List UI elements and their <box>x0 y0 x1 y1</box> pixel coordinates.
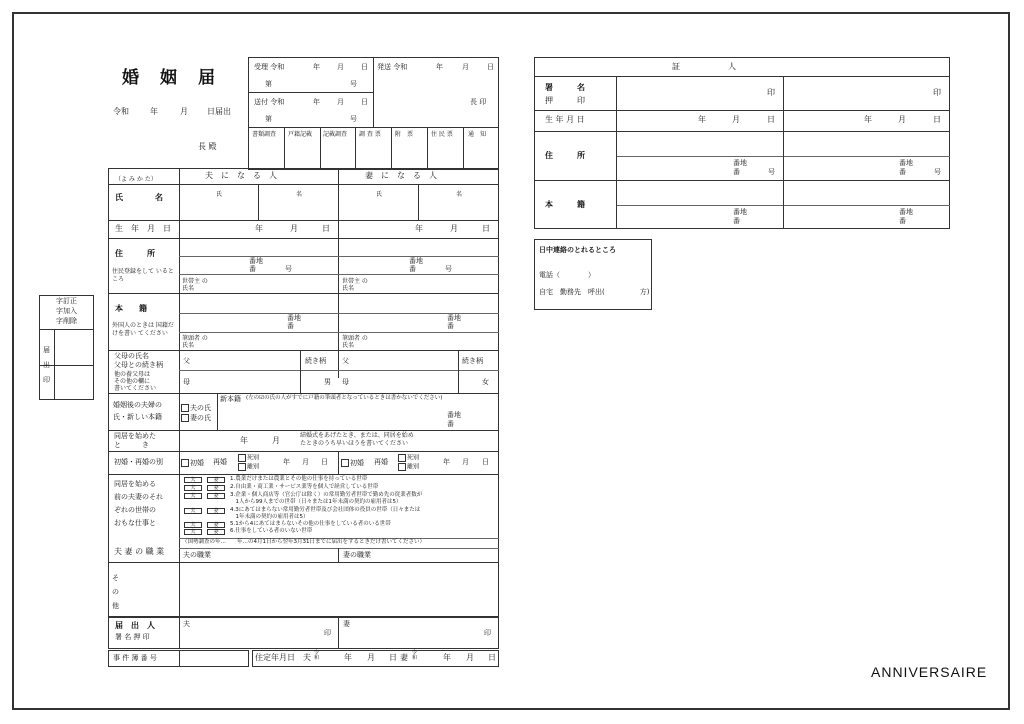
res-husband: 夫 <box>303 653 311 662</box>
h-hittousha: 筆頭者 の氏名 <box>182 335 208 349</box>
signer-wife-seal: 印 <box>484 629 491 637</box>
res-h-year: 年 <box>344 653 352 662</box>
chief-seal: 長 印 <box>470 98 487 106</box>
sent-day: 日 <box>361 98 368 106</box>
era-label: 令和 <box>113 107 129 116</box>
census-note: （国勢調査の年… 年…の4月1日から翌年3月31日までに届出をするときだけ書いてください） <box>182 539 425 545</box>
h-shibetsu[interactable] <box>238 454 259 462</box>
work-4-w[interactable]: 妻 <box>207 508 225 514</box>
h-householder: 世帯主 の氏名 <box>182 278 208 292</box>
w2-addr-gou: 号 <box>934 168 941 176</box>
signer-wife: 妻 <box>343 620 350 628</box>
w-honseki-ban: 番 <box>447 322 454 330</box>
w2-honseki-banchi: 番地 <box>899 208 913 216</box>
work-option-3: 3.企業・個人商店等（官公庁は除く）の常用勤労者世帯で勤め先の従業者数が <box>230 492 423 498</box>
w1-addr-banchi: 番地 <box>733 159 747 167</box>
h-honseki-ban: 番 <box>287 322 294 330</box>
signer-husband-seal: 印 <box>324 629 331 637</box>
husband-occupation: 夫の職業 <box>183 551 211 559</box>
h-kind-day: 日 <box>321 458 328 466</box>
sent-go: 号 <box>350 115 357 123</box>
work-option-4b: 1年未満の契約の雇用者は5） <box>230 514 309 520</box>
received-no: 第 <box>265 80 272 88</box>
case-label: 事 件 簿 番 号 <box>113 654 157 662</box>
sent-no: 第 <box>265 115 272 123</box>
new-honseki-ban: 番 <box>447 420 454 428</box>
new-honseki-banchi: 番地 <box>447 411 461 419</box>
work-option-6: 6.仕事をしている者のいない世帯 <box>230 528 313 534</box>
w1-birth-day: 日 <box>767 115 775 124</box>
w-shibetsu[interactable] <box>398 454 419 462</box>
w-shibetsu-text: 死別 <box>407 454 420 462</box>
h-kind-year: 年 <box>283 458 290 466</box>
h-shibetsu-text: 死別 <box>247 454 260 462</box>
correction-label-3: 字削除 <box>56 317 77 325</box>
w-birth-day: 日 <box>482 224 490 233</box>
wife-given-hint: 名 <box>456 191 463 198</box>
h-relation: 続き柄 <box>305 357 326 365</box>
w1-addr-gou: 号 <box>768 168 775 176</box>
honseki-note: 外国人のときは 国籍だけを書い てください <box>112 322 174 337</box>
w-father: 父 <box>342 357 349 365</box>
issued-month: 月 <box>462 63 469 71</box>
w-honseki-banchi: 番地 <box>447 314 461 322</box>
work-5-h[interactable]: 夫 <box>184 522 202 528</box>
res-wife: 妻 <box>400 653 408 662</box>
res-w-day: 日 <box>488 653 496 662</box>
work-2-h[interactable]: 夫 <box>184 485 202 491</box>
signer-label-2: 署 名 押 印 <box>115 633 150 641</box>
res-h-reiwa: 令和 <box>314 650 320 661</box>
h-addr-gou: 号 <box>285 265 292 273</box>
res-w-year: 年 <box>443 653 451 662</box>
birth-row-label: 生 年 月 日 <box>115 224 171 233</box>
w1-birth-year: 年 <box>698 115 706 124</box>
h-first-marriage[interactable] <box>181 459 204 467</box>
w-ribetsu[interactable] <box>398 463 419 471</box>
w-birth-month: 月 <box>450 224 458 233</box>
work-1-h[interactable]: 夫 <box>184 477 202 483</box>
w-first-marriage[interactable] <box>341 459 364 467</box>
res-w-reiwa: 令和 <box>412 650 418 661</box>
res-h-day: 日 <box>389 653 397 662</box>
w-kind-month: 月 <box>462 458 469 466</box>
sent-year: 年 <box>313 98 320 106</box>
h-remarriage: 再婚 <box>213 458 227 466</box>
h-addr-ban: 番 <box>249 265 256 273</box>
w-relation: 続き柄 <box>462 357 483 365</box>
w1-birth-month: 月 <box>732 115 740 124</box>
w1-honseki-ban: 番 <box>733 217 740 225</box>
name-row-label: 氏 名 <box>115 193 163 202</box>
res-w-month: 月 <box>466 653 474 662</box>
w2-addr-banchi: 番地 <box>899 159 913 167</box>
cohab-label-2: と き <box>114 441 149 449</box>
work-option-5: 5.1から4にあてはまらないその他の仕事をしている者のいる世帯 <box>230 521 391 527</box>
check-col-6: 住 民 票 <box>431 131 453 138</box>
contact-phone: 電話（ ） <box>539 271 595 279</box>
correction-label-2: 字加入 <box>56 307 77 315</box>
w-hittousha: 筆頭者 の氏名 <box>342 335 368 349</box>
w-addr-gou: 号 <box>445 265 452 273</box>
cohab-note-1: 結婚式をあげたとき、または、同居を始め <box>300 432 414 439</box>
witness-signature-label: 署 名 <box>545 83 585 92</box>
work-6-w[interactable]: 妻 <box>207 529 225 535</box>
issued-day: 日 <box>487 63 494 71</box>
h-honseki-banchi: 番地 <box>287 314 301 322</box>
w-addr-ban: 番 <box>409 265 416 273</box>
witness2-seal: 印 <box>933 88 941 97</box>
h-mother: 母 <box>183 378 190 386</box>
brand-logo: ANNIVERSAIRE <box>871 664 988 680</box>
check-col-4: 調 査 票 <box>359 131 381 138</box>
sent-label: 送付 令和 <box>254 98 285 106</box>
check-col-5: 附 票 <box>395 131 414 138</box>
sent-month: 月 <box>337 98 344 106</box>
received-year: 年 <box>313 63 320 71</box>
w-householder: 世帯主 の氏名 <box>342 278 368 292</box>
work-3-h[interactable]: 夫 <box>184 493 202 499</box>
residence-date-label: 住定年月日 <box>255 653 295 662</box>
year-label: 年 <box>150 107 158 116</box>
parents-label-4: その他の欄に <box>114 378 151 385</box>
husband-surname-text: 夫の氏 <box>190 404 211 412</box>
work-option-3b: 1人から99人までの世帯（日々または1年未満の契約の雇用者は5） <box>230 499 402 505</box>
work-1-w[interactable]: 妻 <box>207 477 225 483</box>
witness-honseki-label: 本 籍 <box>545 200 585 209</box>
h-kind-month: 月 <box>302 458 309 466</box>
w2-birth-day: 日 <box>933 115 941 124</box>
work-4-h[interactable]: 夫 <box>184 508 202 514</box>
addressee: 長 殿 <box>198 142 217 151</box>
witness1-seal: 印 <box>767 88 775 97</box>
check-col-7: 通 知 <box>468 131 487 138</box>
w-kind-day: 日 <box>482 458 489 466</box>
honseki-row-label: 本 籍 <box>115 304 147 313</box>
address-row-label: 住 所 <box>115 249 155 258</box>
wife-surname-text: 妻の氏 <box>190 414 211 422</box>
work-5-w[interactable]: 妻 <box>207 522 225 528</box>
w-ribetsu-text: 離別 <box>407 463 420 471</box>
wife-surname-option[interactable] <box>181 414 211 422</box>
h-birth-year: 年 <box>255 224 263 233</box>
witness-birth-label: 生 年 月 日 <box>545 115 585 124</box>
h-ribetsu-text: 離別 <box>247 463 260 471</box>
w-remarriage: 再婚 <box>374 458 388 466</box>
received-label: 受理 令和 <box>254 63 285 71</box>
work-label-1: 同居を始める <box>114 480 156 488</box>
work-option-4: 4.3にあてはまらない常用勤労者世帯及び会社団体の役員の世帯（日々または <box>230 507 421 513</box>
contact-where: 自宅 勤務先 呼出( 方) <box>539 288 650 296</box>
w2-birth-year: 年 <box>864 115 872 124</box>
wife-surname-hint: 氏 <box>376 191 383 198</box>
signer-husband: 夫 <box>183 620 190 628</box>
parents-label-1: 父母の氏名 <box>114 352 149 360</box>
husband-column-header: 夫 に な る 人 <box>205 171 277 180</box>
h-ribetsu[interactable] <box>238 463 259 471</box>
w2-addr-ban: 番 <box>899 168 906 176</box>
other-label: そ の 他 <box>112 574 126 610</box>
issued-year: 年 <box>436 63 443 71</box>
witness-seal-label: 押 印 <box>545 96 585 105</box>
received-go: 号 <box>350 80 357 88</box>
cohab-label-1: 同居を始めた <box>114 432 156 440</box>
h-first-text: 初婚 <box>190 459 204 467</box>
w-first-text: 初婚 <box>350 459 364 467</box>
w-addr-banchi: 番地 <box>409 257 423 265</box>
w1-honseki-banchi: 番地 <box>733 208 747 216</box>
todoke-in-label: 届 出 印 <box>43 346 57 384</box>
parents-label-3: 他の養父母は <box>114 371 151 378</box>
day-label: 日届出 <box>207 107 231 116</box>
w2-honseki-ban: 番 <box>899 217 906 225</box>
w-birth-year: 年 <box>415 224 423 233</box>
h-son: 男 <box>324 378 331 386</box>
work-option-1: 1.農業だけまたは農業とその他の仕事を持っている世帯 <box>230 476 368 482</box>
wife-column-header: 妻 に な る 人 <box>365 171 437 180</box>
w-kind-year: 年 <box>443 458 450 466</box>
parents-label-2: 父母との続き柄 <box>114 361 163 369</box>
received-month: 月 <box>337 63 344 71</box>
signer-row <box>108 617 499 649</box>
new-family-label-1: 婚姻後の夫婦の <box>113 401 162 409</box>
work-label-3: ぞれの世帯の <box>114 506 156 514</box>
contact-title: 日中連絡のとれるところ <box>539 246 616 254</box>
signer-label-1: 届 出 人 <box>115 621 155 630</box>
h-birth-day: 日 <box>322 224 330 233</box>
work-6-h[interactable]: 夫 <box>184 529 202 535</box>
h-addr-banchi: 番地 <box>249 257 263 265</box>
h-birth-month: 月 <box>290 224 298 233</box>
w2-birth-month: 月 <box>898 115 906 124</box>
parents-label-5: 書いてください <box>114 385 157 392</box>
work-label-2: 前の夫妻のそれ <box>114 493 163 501</box>
address-note: 住民登録をして いるところ <box>112 268 174 283</box>
w1-addr-ban: 番 <box>733 168 740 176</box>
correction-label-1: 字訂正 <box>56 297 77 305</box>
occupation-label: 夫 妻 の 職 業 <box>114 547 165 556</box>
new-honseki-label: 新本籍 <box>220 395 241 403</box>
husband-given-hint: 名 <box>296 191 303 198</box>
received-day: 日 <box>361 63 368 71</box>
witness-address-label: 住 所 <box>545 151 585 160</box>
husband-surname-option[interactable] <box>181 404 211 412</box>
work-option-2: 2.自由業・商工業・サービス業等を個人で経営している世帯 <box>230 484 379 490</box>
cohab-year: 年 <box>240 436 248 445</box>
work-2-w[interactable]: 妻 <box>207 485 225 491</box>
witness-title: 証 人 <box>672 62 736 71</box>
check-col-1: 書類調査 <box>252 131 277 138</box>
new-family-label-2: 氏・新しい本籍 <box>113 413 162 421</box>
cohab-note-2: たときのうち早いほうを書いてください <box>300 440 409 447</box>
work-3-w[interactable]: 妻 <box>207 493 225 499</box>
check-col-3: 記載調査 <box>323 131 348 138</box>
form-title: 婚 姻 届 <box>122 68 217 88</box>
h-father: 父 <box>183 357 190 365</box>
yomikata-label: （よ み か た） <box>115 176 157 183</box>
new-honseki-note: (左の☑の氏の人がすでに戸籍の筆頭者となっているときは書かないでください) <box>246 395 443 401</box>
month-label: 月 <box>180 107 188 116</box>
marriage-kind-label: 初婚・再婚の別 <box>114 458 163 466</box>
res-h-month: 月 <box>367 653 375 662</box>
cohab-month: 月 <box>272 436 280 445</box>
husband-surname-hint: 氏 <box>216 191 223 198</box>
check-col-2: 戸籍記載 <box>288 131 313 138</box>
work-label-4: おもな仕事と <box>114 519 156 527</box>
wife-occupation: 妻の職業 <box>343 551 371 559</box>
w-daughter: 女 <box>482 378 489 386</box>
witness-box <box>534 57 950 229</box>
issued-label: 発送 令和 <box>377 63 408 71</box>
w-mother: 母 <box>342 378 349 386</box>
